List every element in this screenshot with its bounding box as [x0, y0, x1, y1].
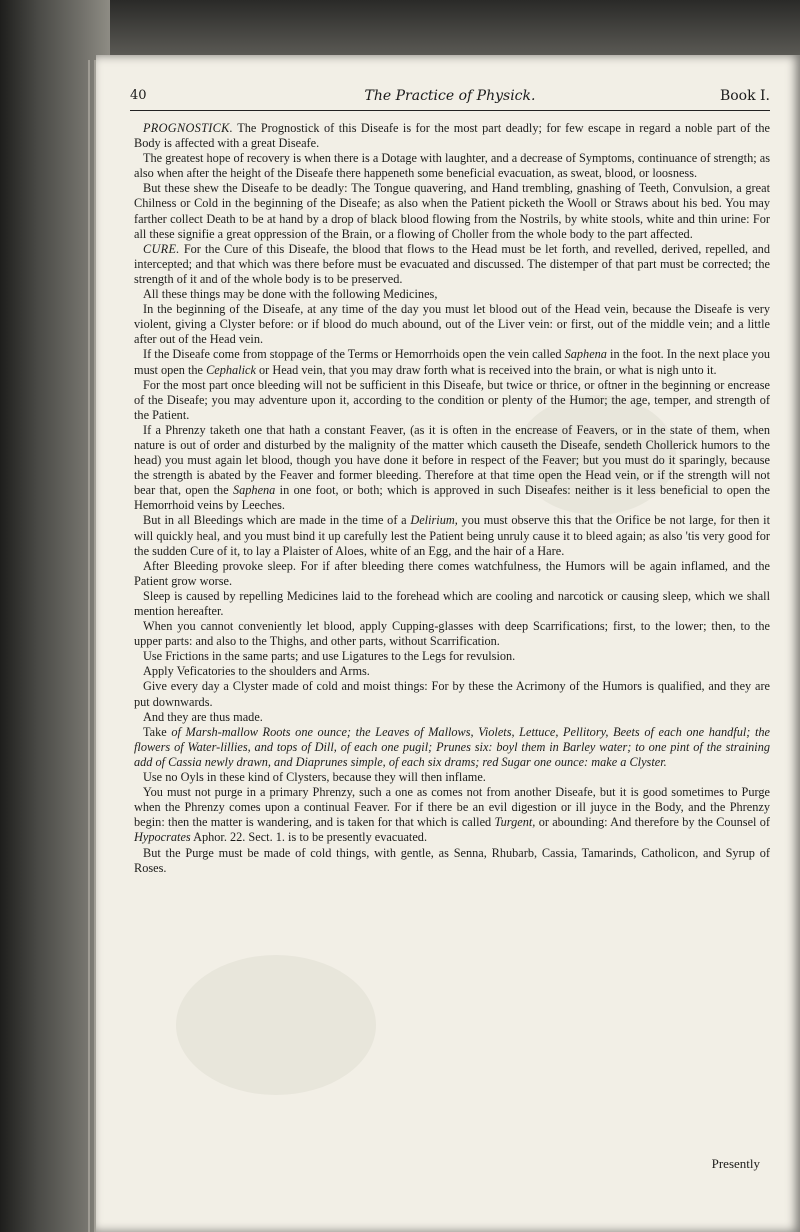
paragraph: If the Diseafe come from stoppage of the Terms or Hemorrhoids open the vein called Saphena in the foot. In the next place you must open the Cephalick or Head vein, that you may draw forth what is received into the brain, or what is nigh unto it. — [134, 347, 770, 377]
paragraph: Sleep is caused by repelling Medicines laid to the forehead which are cooling and narcotick or causing sleep, which we shall mention hereafter. — [134, 588, 770, 618]
paragraph: In the beginning of the Diseafe, at any time of the day you must let blood out of the Head vein, because the Diseafe is very violent, giving a Clyster before: or if blood do much abound, out of the Liver vein: or first, out of the middle vein; and a little after out of the Head vein. — [134, 302, 770, 347]
paragraph: PROGNOSTICK. The Prognostick of this Diseafe is for the most part deadly; for few escape in regard a noble part of the Body is affected with a great Diseafe. — [134, 121, 771, 151]
paragraph: The greatest hope of recovery is when there is a Dotage with laughter, and a decrease of Symptoms, continuance of strength; as also when after the height of the Diseafe there happeneth some beneficial evacuation, as sweat, blood, or loosness. — [134, 151, 770, 181]
paragraph: After Bleeding provoke sleep. For if after bleeding there comes watchfulness, the Humors will be again inflamed, and the Patient grow worse. — [134, 558, 770, 588]
recipe-paragraph: Take of Marsh-mallow Roots one ounce; the Leaves of Mallows, Violets, Lettuce, Pellitory, Beets of each one handful; the flowers of Water-lillies, and tops of Dill, of each one pugil; Prunes six: boyl them in Barley water; to one pint of the straining add of Cassia newly drawn, and Diaprunes simple, of each six drams; red Sugar one ounce: make a Clyster. — [134, 724, 771, 769]
paragraph: Use Frictions in the same parts; and use Ligatures to the Legs for revulsion. — [143, 649, 516, 664]
book-label: Book I. — [719, 88, 770, 104]
paper-stain — [176, 955, 376, 1095]
paragraph: If a Phrenzy taketh one that hath a constant Feaver, (as it is often in the encrease of Feavers, or in the state of them, when nature is out of order and disturbed by the malignity of the matter which causeth the Diseafe, sendeth Chollerick humors to the head) you must again let blood, though you have done it before in respect of the Feaver; but you must do it sparingly, because the strength is abated by the Feaver and former bleeding. Therefore at that time open the Head vein, or if the strength will not bear that, open the Saphena in one foot, or both; which is approved in such Diseafes: neither is it less beneficial to open the Hemorrhoid veins by Leeches. — [134, 422, 770, 513]
running-title: The Practice of Physick. — [364, 88, 536, 104]
paragraph: But in all Bleedings which are made in the time of a Delirium, you must observe this that the Orifice be not large, for then it will quickly heal, and you must bind it up carefully lest the Patient being unruly cause it to bleed again; as also 'tis very good for the sudden Cure of it, to lay a Plaister of Aloes, white of an Egg, and the hair of a Hare. — [134, 513, 770, 558]
paragraph: CURE. For the Cure of this Diseafe, the blood that flows to the Head must be let forth, and revelled, derived, repelled, and intercepted; and that which was there before must be evacuated and discussed. The distemper of that part must be corrected; the strength of it and of the whole body is to be preserved. — [134, 241, 770, 286]
section-heading: PROGNOSTICK. — [143, 121, 234, 135]
paragraph: Apply Veficatories to the shoulders and Arms. — [143, 664, 370, 679]
scan-background — [110, 0, 800, 55]
page-edge — [88, 60, 90, 1232]
book-binding — [0, 0, 110, 1232]
page-body — [134, 121, 770, 876]
paragraph: For the most part once bleeding will not be sufficient in this Diseafe, but twice or thrice, or oftner in the beginning or encrease of the Diseafe; you may adventure upon it, according to the condition or plenty of the Humor; the age, temper, and strength of the Patient. — [134, 377, 770, 422]
paragraph: You must not purge in a primary Phrenzy, such a one as comes not from another Diseafe, but it is good sometimes to Purge when the Phrenzy comes upon a continual Feaver. For if there be an evil digestion or ill juyce in the Body, and the Phrenzy begin: then the matter is wandering, and is taken for that which is called Turgent, or abounding: And therefore by the Counsel of Hypocrates Aphor. 22. Sect. 1. is to be presently evacuated. — [134, 785, 770, 845]
paragraph: When you cannot conveniently let blood, apply Cupping-glasses with deep Scarrifications; first, to the lower; then, to the upper parts: and also to the Thighs, and other parts, without Scarrification. — [134, 619, 770, 649]
book-page — [96, 55, 800, 1232]
page-number: 40 — [130, 88, 147, 103]
paragraph: Use no Oyls in these kind of Clysters, because they will then inflame. — [143, 770, 486, 785]
paragraph: But these shew the Diseafe to be deadly: The Tongue quavering, and Hand trembling, gnashing of Teeth, Convulsion, a great Chilness or Cold in the beginning of the Diseafe; as also when the Patient picketh the Wooll or Straws about his bed. You may farther collect Death to be at hand by a drop of black blood flowing from the Nostrils, by white stools, white and thin urine: For all these signifie a great oppression of the Brain, or a flowing of Choller from the whole body to the part affected. — [134, 181, 770, 241]
paragraph: Give every day a Clyster made of cold and moist things: For by these the Acrimony of the Humors is qualified, and they are put downwards. — [134, 679, 770, 709]
catchword: Presently — [711, 1156, 760, 1171]
paragraph: But the Purge must be made of cold things, with gentle, as Senna, Rhubarb, Cassia, Tamarinds, Catholicon, and Syrup of Roses. — [134, 845, 770, 875]
paragraph: All these things may be done with the following Medicines, — [143, 287, 438, 302]
section-heading: CURE. — [143, 241, 180, 256]
paragraph: And they are thus made. — [143, 709, 263, 724]
running-header — [130, 88, 770, 111]
